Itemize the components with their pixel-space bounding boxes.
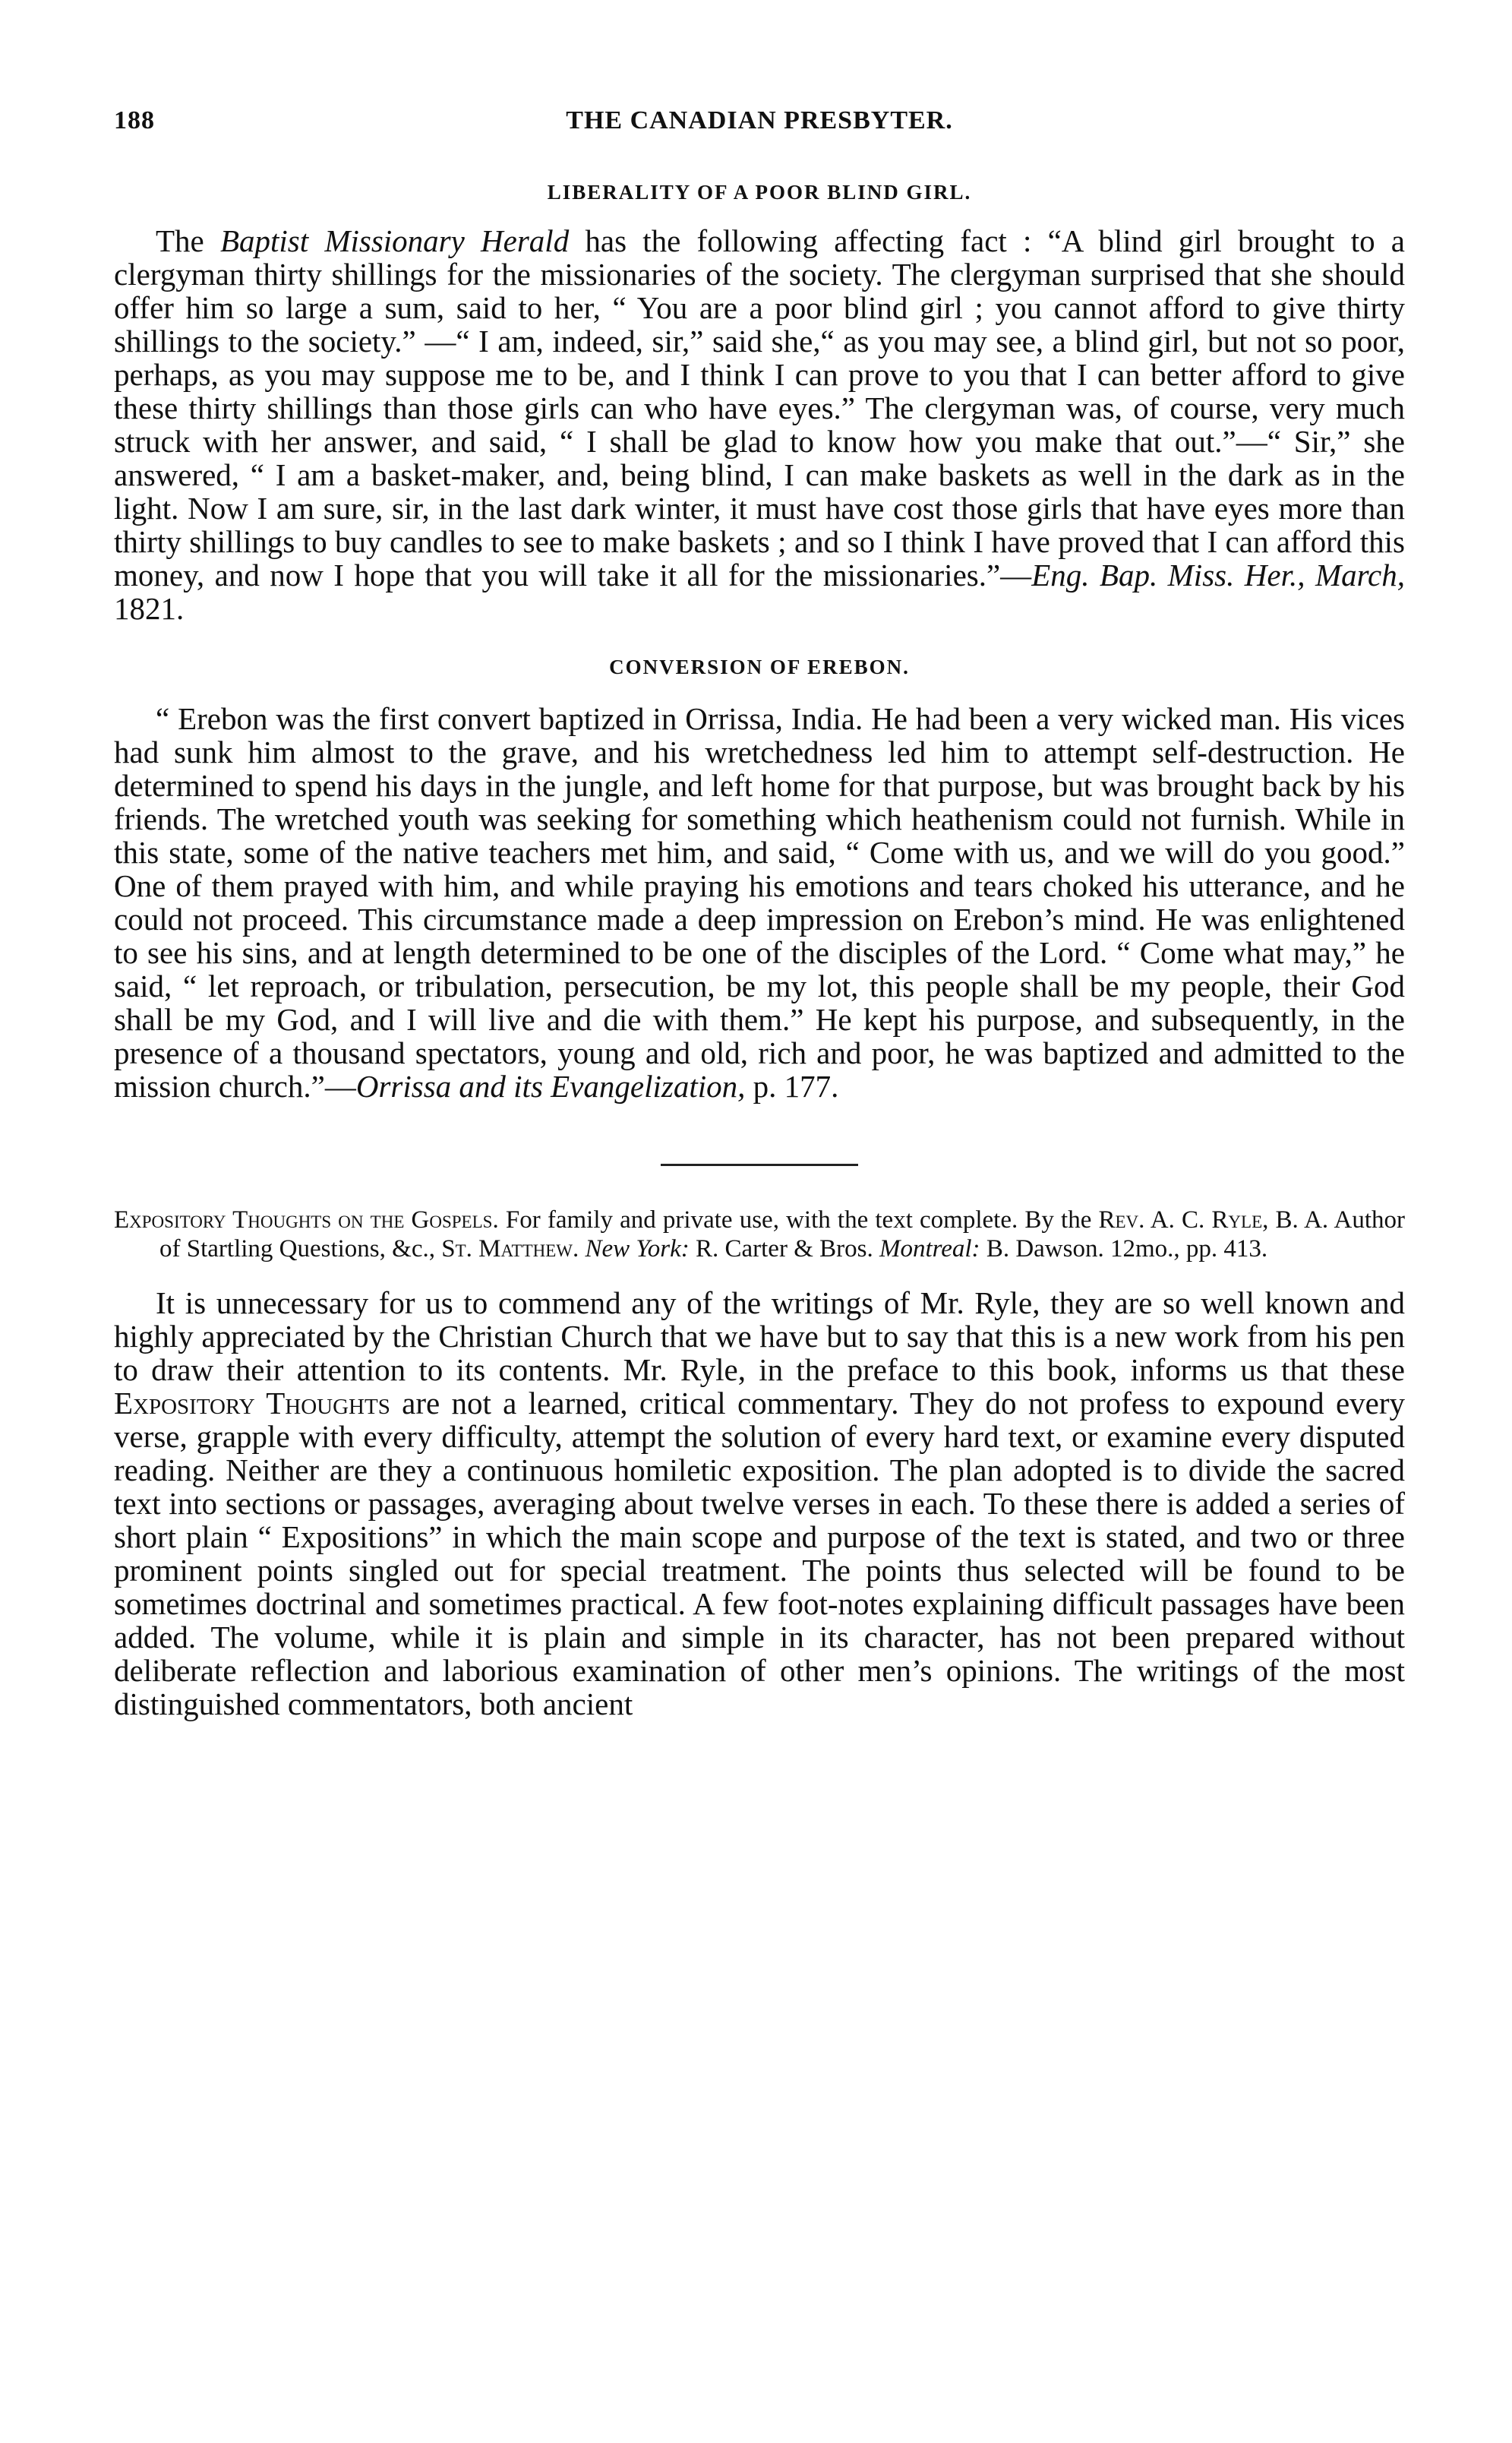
journal-title: THE CANADIAN PRESBYTER. xyxy=(566,106,953,134)
article-heading-erebon: CONVERSION OF EREBON. xyxy=(609,656,910,678)
review-bibliographic-head xyxy=(114,1206,1405,1263)
text: It is unnecessary for us to commend any of the writings of Mr. Ryle, they are so well known and highly appreciated by the Christian Church that we have but to say that this is a new work from his pen to draw their attention to its contents. Mr. Ryle, in the preface to this book, informs us that these xyxy=(114,1285,1405,1387)
text: has the following affecting fact : “A blind girl brought to a clergyman thirty shillings for the missionaries of the society. The clergyman surprised that she should offer him so large a sum, said to her, “ You are a poor blind girl ; you cannot afford to give thirty shillings to the society.” —“ I am, indeed, sir,” said she,“ as you may see, a blind girl, but not so poor, perhaps, as you may suppose me to be, and I think I can prove to you that I can better afford to give these thirty shillings than those girls can who have eyes.” The clergyman was, of course, very much struck with her answer, and said, “ I shall be glad to know how you make that out.”—“ Sir,” she answered, “ I am a basket-maker, and, being blind, I can make baskets as well in the dark as in the light. Now I am sure, sir, in the last dark winter, it must have cost those girls that have eyes more than thirty shillings to buy candles to see to make baskets ; and so I think I have proved that I can afford this money, and now I hope that you will take it all for the missionaries.”— xyxy=(114,223,1405,593)
publisher: B. Dawson. 12mo., pp. 413. xyxy=(980,1235,1268,1263)
author: Rev. A. C. Ryle, B. A. xyxy=(1098,1206,1329,1234)
text: The xyxy=(156,223,220,258)
book-title-inline: Expository Thoughts xyxy=(114,1386,390,1421)
running-head xyxy=(114,106,1405,152)
text: “ Erebon was the first convert baptized in Orrissa, India. He had been a very wicked man. His vices had sunk him almost to the grave, and his wretchedness led him to attempt self-destruction. He determined to spend his days in the jungle, and left home for that purpose, but was brought back by his friends. The wretched youth was seeking for something which heathenism could not furnish. While in this state, some of the native teachers met him, and said, “ Come with us, and we will do you good.” One of them prayed with him, and while praying his emotions and tears choked his utterance, and he could not proceed. This circumstance made a deep impression on Erebon’s mind. He was enlightened to see his sins, and at length determined to be one of the disciples of the Lord. “ Come what may,” he said, “ let reproach, or tribulation, persecution, be my lot, this people shall be my people, their God shall be my God, and I will live and die with them.” He kept his purpose, and subsequently, in the presence of a thousand spectators, young and old, rich and poor, he was baptized and admitted to the mission church.”— xyxy=(114,701,1405,1104)
place: New York: xyxy=(579,1235,690,1263)
article-body-liberality xyxy=(114,224,1405,625)
page xyxy=(114,106,1405,1721)
section-divider xyxy=(661,1164,858,1166)
review-body xyxy=(114,1286,1405,1721)
citation: Eng. Bap. Miss. Her., March, xyxy=(1031,558,1405,593)
place: Montreal: xyxy=(873,1235,980,1263)
page-number: 188 xyxy=(114,106,155,134)
article-body-erebon xyxy=(114,702,1405,1103)
citation: Orrissa and its Evangelization, xyxy=(355,1069,746,1104)
citation-page: p. 177. xyxy=(745,1069,839,1104)
text: are not a learned, critical commentary. They do not profess to expound every verse, grapple with every difficulty, attempt the solution of every hard text, or examine every disputed reading. Neither are they a continuous homiletic exposition. The plan adopted is to divide the sacred text into sections or passages, averaging about twelve verses in each. To these there is added a series of short plain “ Expositions” in which the main scope and purpose of the text is stated, and two or three prominent points singled out for special treatment. The points thus selected will be found to be sometimes doctrinal and sometimes practical. A few foot-notes explaining difficult passages have been added. The volume, while it is plain and simple in its character, has not been prepared without deliberate reflection and laborious examination of other men’s opinions. The writings of the most distinguished commentators, both ancient xyxy=(114,1386,1405,1721)
source-title: Baptist Missionary Herald xyxy=(219,223,570,258)
gospel: St. Matthew. xyxy=(441,1235,579,1263)
publisher: R. Carter & Bros. xyxy=(689,1235,873,1263)
citation-year: 1821. xyxy=(114,591,185,626)
article-heading-liberality: LIBERALITY OF A POOR BLIND GIRL. xyxy=(547,181,972,204)
text: Author of Startling Questions, &c., xyxy=(159,1206,1406,1263)
scan-margin-edge xyxy=(1477,0,1482,2443)
book-title: Expository Thoughts on the Gospels. xyxy=(114,1206,499,1234)
text: For family and private use, with the text complete. By the xyxy=(498,1206,1099,1234)
